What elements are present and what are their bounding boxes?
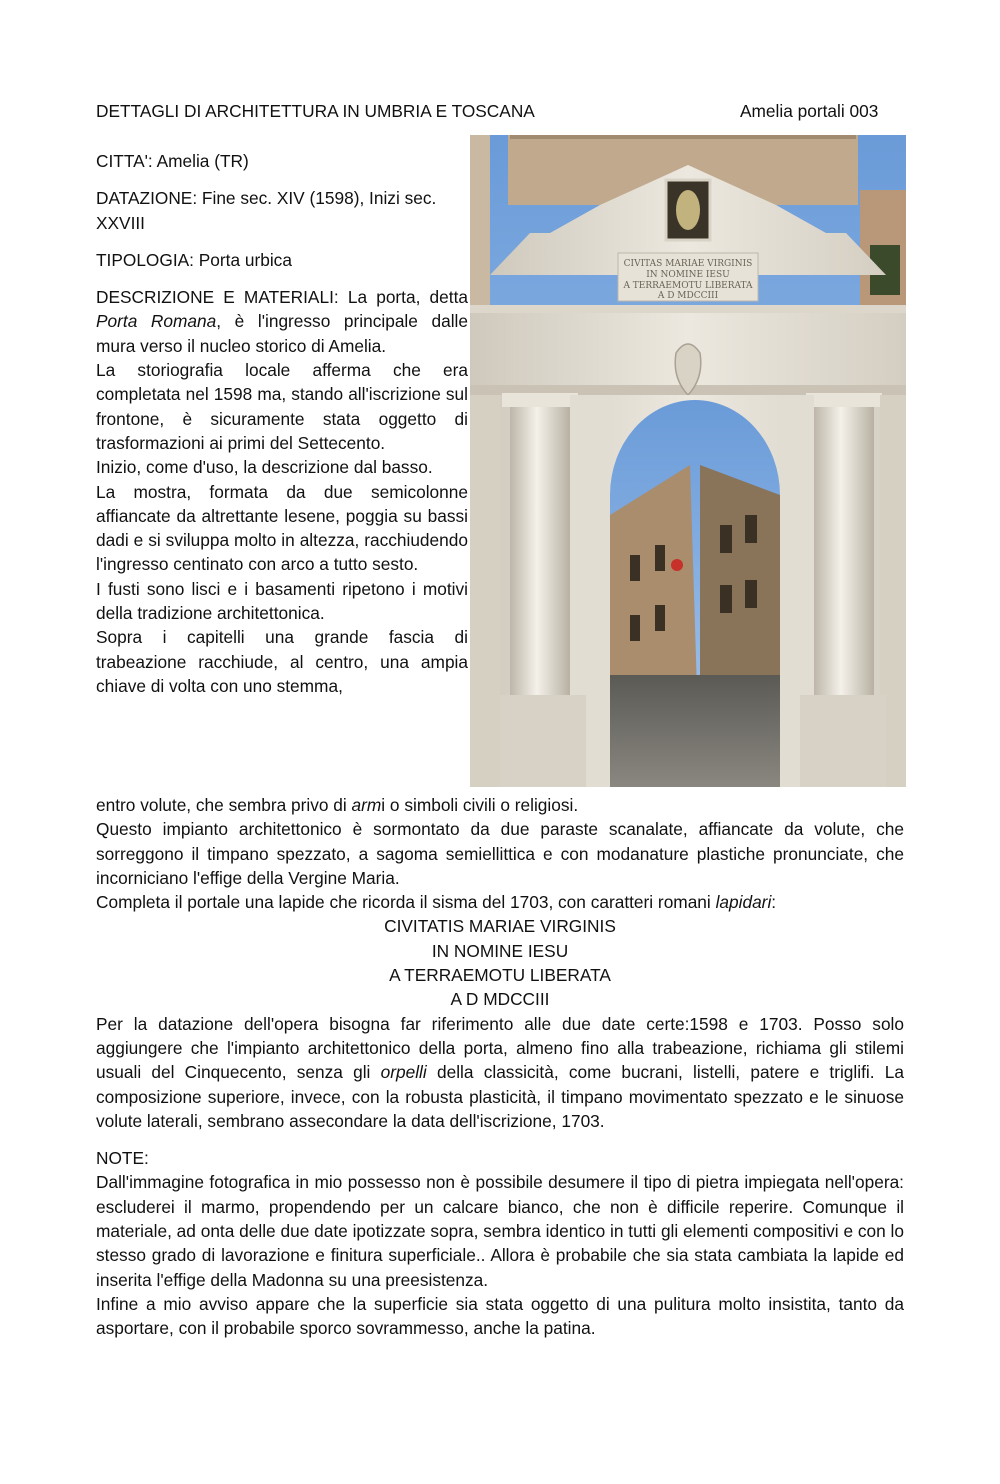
- desc-paragraph-6-cont: [96, 793, 904, 817]
- inscription-line-4: A D MDCCIII: [657, 291, 719, 301]
- inscription-line-1: CIVITAS MARIAE VIRGINIS: [623, 259, 753, 269]
- desc-p8-colon: :: [771, 892, 777, 913]
- lapide-line-4: A D MDCCIII: [450, 989, 550, 1010]
- left-column: [96, 149, 468, 698]
- desc-paragraph-2: La storiografia locale afferma che era completata nel 1598 ma, stando all'iscrizione sul frontone, è sicuramente stata oggetto di trasformazioni ai primi del Settecento.: [96, 360, 468, 453]
- desc-paragraph-9: [96, 1012, 904, 1133]
- porta-romana-photo: [470, 135, 906, 787]
- lapide-line-2: IN NOMINE IESU: [431, 940, 569, 961]
- main-body: [96, 793, 904, 1341]
- desc-p8-text: Completa il portale una lapide che ricorda il sisma del 1703, con caratteri romani: [96, 892, 716, 913]
- notes-paragraph-1: Dall'immagine fotografica in mio possesso non è possibile desumere il tipo di pietra impiegata nell'opera: escluderei il marmo, propendendo per un calcare bianco, che non è difficile reperire. Comunque il materiale, ad onta delle due date ipotizzate sopra, sembra identico in tutti gli elementi compositivi e con lo stesso grado di lavorazione e finitura superficiale.. Allora è probabile che sia stata cambiata la lapide ed inserita l'effige della Madonna su una preesistenza.: [96, 1172, 904, 1290]
- desc-paragraph-1: [96, 285, 468, 358]
- field-tipologia: TIPOLOGIA: Porta urbica: [96, 249, 292, 270]
- desc-p9-text: Per la datazione dell'opera bisogna far riferimento alle due date certe:1598 e 1703. Posso solo aggiungere che l'impianto architettonico della porta, almeno fino alla trabeazione, richiama gli stilemi usuali del Cinquecento, senza gli: [96, 1013, 904, 1083]
- desc-p1-text-cont: , è l'ingresso principale dalle mura verso il nucleo storico di Amelia.: [96, 311, 468, 356]
- desc-p6-cont-text-end: i o simboli civili o religiosi.: [381, 795, 579, 815]
- inscription-line-2: IN NOMINE IESU: [646, 270, 730, 280]
- desc-p9-emphasis: orpelli: [380, 1062, 427, 1083]
- inscription-line-3: A TERRAEMOTU LIBERATA: [623, 281, 753, 291]
- lapide-line-1: CIVITATIS MARIAE VIRGINIS: [384, 916, 616, 937]
- desc-paragraph-7: Questo impianto architettonico è sormontato da due paraste scanalate, affiancate da volute, che sorreggono il timpano spezzato, a sagoma semiellittica e con modanature plastiche pronunciate, che incorniciano l'effige della Vergine Maria.: [96, 819, 904, 888]
- desc-p1-text: DESCRIZIONE E MATERIALI: La porta, detta: [96, 287, 468, 308]
- field-citta: CITTA': Amelia (TR): [96, 151, 249, 171]
- desc-paragraph-3: Inizio, come d'uso, la descrizione dal basso.: [96, 457, 433, 478]
- field-datazione: DATAZIONE: Fine sec. XIV (1598), Inizi sec. XXVIII: [96, 188, 437, 233]
- desc-paragraph-5: I fusti sono lisci e i basamenti ripetono i motivi della tradizione architettonica.: [96, 578, 468, 624]
- desc-p6-emphasis: arm: [351, 795, 382, 815]
- document-title: DETTAGLI DI ARCHITETTURA IN UMBRIA E TOSCANA: [96, 101, 535, 121]
- desc-paragraph-4: La mostra, formata da due semicolonne affiancate da altrettante lesene, poggia su bassi dadi e si sviluppa molto in altezza, racchiudendo l'ingresso centinato con arco a tutto sesto.: [96, 481, 468, 575]
- desc-p6-cont-text: entro volute, che sembra privo di: [96, 795, 352, 815]
- lapide-line-3: A TERRAEMOTU LIBERATA: [389, 965, 611, 986]
- desc-p1-emphasis: Porta Romana: [96, 311, 217, 332]
- notes-paragraph-2: Infine a mio avviso appare che la superficie sia stata oggetto di una pulitura molto insistita, tanto da asportare, con il probabile sporco sovrammesso, anche la patina.: [96, 1293, 904, 1339]
- desc-p8-emphasis: lapidari: [715, 892, 772, 913]
- notes-heading: NOTE:: [96, 1148, 149, 1169]
- document-reference: Amelia portali 003: [740, 101, 879, 121]
- desc-paragraph-8: [96, 890, 904, 914]
- desc-p9-text-cont: della classicità, come bucrani, listelli, patere e triglifi. La composizione superiore, invece, con la robusta plasticità, il timpano movimentato spezzato e le sinuose volute laterali, sembrano assecondare la data dell'iscrizione, 1703.: [96, 1062, 904, 1131]
- desc-paragraph-6: Sopra i capitelli una grande fascia di trabeazione racchiude, al centro, una ampia chiave di volta con uno stemma,: [96, 627, 468, 696]
